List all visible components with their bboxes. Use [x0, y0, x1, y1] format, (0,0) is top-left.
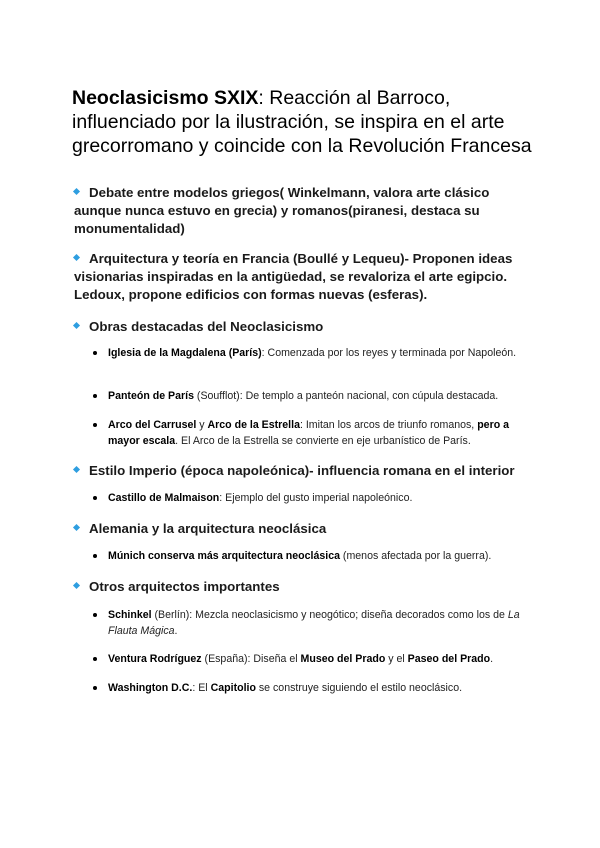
item-bold: Ventura Rodríguez — [108, 653, 202, 665]
section-debate — [74, 184, 534, 238]
item-text: : Imitan los arcos de triunfo romanos, — [299, 419, 478, 431]
item-text: (Soufflot): De templo a panteón nacional, con cúpula destacada. — [193, 390, 499, 402]
item-italic: La Flauta Mágica — [108, 609, 520, 637]
list-item-arco — [108, 417, 528, 449]
diamond-bullet-icon — [73, 524, 80, 531]
item-text: (España): Diseña el — [201, 653, 301, 665]
item-bold: Museo del Prado — [300, 653, 386, 665]
section-francia — [74, 250, 534, 304]
list-item-magdalena — [108, 345, 528, 361]
item-text: : Ejemplo del gusto imperial napoleónico. — [219, 492, 413, 504]
item-bold: Panteón de París — [108, 390, 194, 402]
list-item-washington — [108, 680, 528, 696]
list-item-panteon — [108, 388, 528, 404]
item-text: (menos afectada por la guerra). — [339, 550, 492, 562]
item-bold: Arco del Carrusel — [108, 419, 197, 431]
bullet-dot-icon — [93, 496, 97, 500]
list-item-schinkel — [108, 607, 528, 639]
item-text: . — [174, 625, 178, 637]
item-bold: Schinkel — [108, 609, 152, 621]
section-obras-text: Obras destacadas del Neoclasicismo — [89, 319, 324, 334]
section-francia-text: Arquitectura y teoría en Francia (Boullé y Lequeu)- Proponen ideas visionarias inspiradas en la antigüedad, se revaloriza el arte egipcio. Ledoux, propone edificios con formas nuevas (esferas). — [74, 251, 513, 302]
title-rest: : Reacción al Barroco, influenciado por la ilustración, se inspira en el arte grecorromano y coincide con la Revolución Francesa — [72, 87, 532, 157]
item-bold: Múnich conserva más arquitectura neoclásica — [108, 550, 340, 562]
bullet-dot-icon — [93, 423, 97, 427]
bullet-dot-icon — [93, 657, 97, 661]
bullet-dot-icon — [93, 613, 97, 617]
item-text: se construye siguiendo el estilo neoclásico. — [255, 682, 463, 694]
section-otros-text: Otros arquitectos importantes — [89, 579, 280, 594]
page-title — [72, 86, 542, 158]
section-otros — [74, 578, 534, 596]
section-imperio — [74, 462, 534, 480]
diamond-bullet-icon — [73, 254, 80, 261]
item-text: : El — [192, 682, 211, 694]
diamond-bullet-icon — [73, 466, 80, 473]
item-bold: Paseo del Prado — [407, 653, 491, 665]
bullet-dot-icon — [93, 351, 97, 355]
item-text: . El Arco de la Estrella se convierte en eje urbanístico de París. — [175, 435, 471, 447]
item-text: y el — [385, 653, 408, 665]
title-bold: Neoclasicismo SXIX — [72, 87, 259, 109]
item-bold: pero a mayor escala — [108, 419, 509, 447]
item-text: : Comenzada por los reyes y terminada por Napoleón. — [261, 347, 517, 359]
item-text: (Berlín): Mezcla neoclasicismo y neogótico; diseña decorados como los de — [151, 609, 508, 621]
section-debate-text: Debate entre modelos griegos( Winkelmann, valora arte clásico aunque nunca estuvo en grecia) y romanos(piranesi, destaca su monumentalidad) — [74, 185, 490, 236]
item-bold: Capitolio — [210, 682, 256, 694]
section-alemania — [74, 520, 534, 538]
section-alemania-text: Alemania y la arquitectura neoclásica — [89, 521, 327, 536]
item-bold: Castillo de Malmaison — [108, 492, 220, 504]
item-bold: Arco de la Estrella — [207, 419, 300, 431]
bullet-dot-icon — [93, 686, 97, 690]
section-obras — [74, 318, 534, 336]
item-text: y — [196, 419, 208, 431]
section-imperio-text: Estilo Imperio (época napoleónica)- influencia romana en el interior — [89, 463, 515, 478]
bullet-dot-icon — [93, 394, 97, 398]
list-item-malmaison — [108, 490, 528, 506]
list-item-munich — [108, 548, 528, 564]
item-text: . — [490, 653, 494, 665]
diamond-bullet-icon — [73, 582, 80, 589]
list-item-ventura — [108, 651, 528, 667]
diamond-bullet-icon — [73, 188, 80, 195]
item-bold: Iglesia de la Magdalena (París) — [108, 347, 262, 359]
item-bold: Washington D.C. — [108, 682, 193, 694]
diamond-bullet-icon — [73, 322, 80, 329]
bullet-dot-icon — [93, 554, 97, 558]
